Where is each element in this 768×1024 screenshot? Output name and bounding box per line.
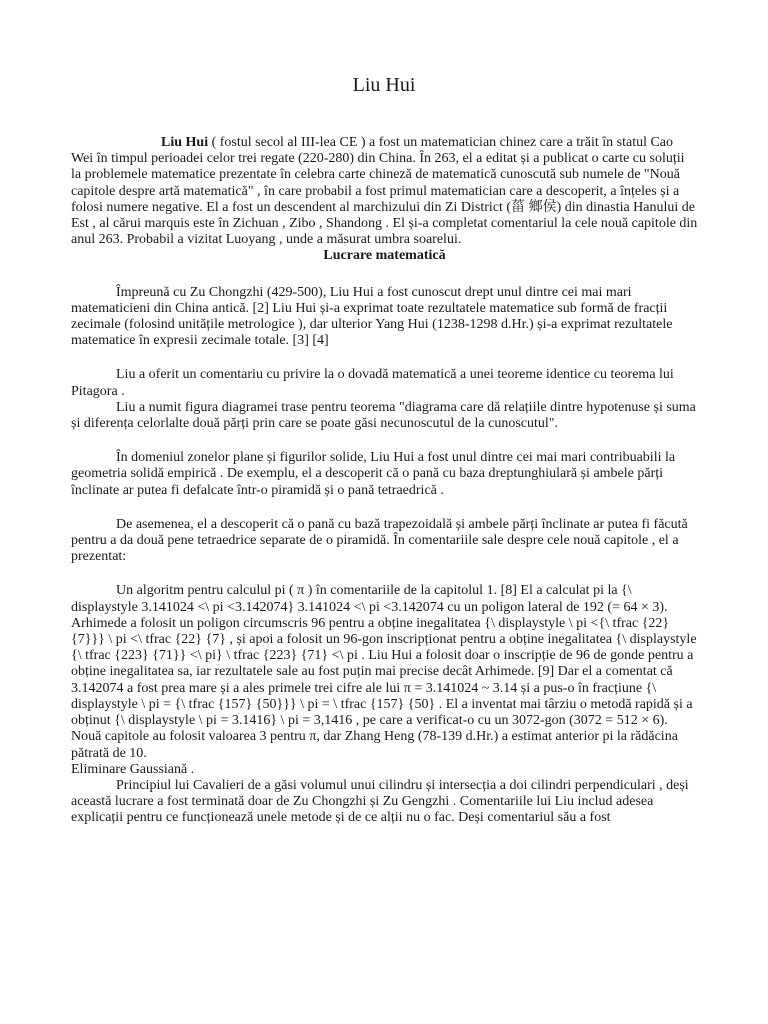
paragraph-diagram: Liu a numit figura diagramei trase pentru teorema "diagrama care dă relațiile dintre hypotenuse și suma și diferența celorlalte două părți prin care se poate găsi necunoscutul de la cunoscutul". [71,399,696,432]
page-title: Liu Hui [352,74,416,96]
paragraph-gaussian: Eliminare Gaussiană . [71,761,195,777]
paragraph-solid-geometry: În domeniul zonelor plane și figurilor solide, Liu Hui a fost unul dintre cei mai mari contribuabili la geometria solidă empirică . De exemplu, el a descoperit că o pană cu baza dreptunghiulară și ambele părți înclinate ar putea fi defalcate într-o piramidă și o pană tetraedrică . [71,450,676,498]
paragraph-trapezoid: De asemenea, el a descoperit că o pană cu bază trapezoidală și ambele părți înclinate ar putea fi făcută pentru a da două pene tetraedrice separate de o piramidă. În comentariile sale despre cele nouă capitole , el a prezentat: [71,516,688,565]
section-heading: Lucrare matematică [323,248,446,264]
paragraph-pi-algorithm: Un algoritm pentru calculul pi ( π ) în comentariile de la capitolul 1. [8] El a calculat pi la {\ displaystyle 3.141024 <\ pi <3.142074} 3.141024 <\ pi <3.142074 cu un poligon lateral de 192 (= 64 × 3). Arhimede a folosit un poligon circumscris 96 pentru a obține inegalitatea {\ displaystyle \ pi <{\ tfrac {22} {7}}} \ pi <\ tfrac {22} {7} , și apoi a folosit un 96-gon inscripționat pentru a obține inegalitatea {\ displaystyle {\ tfrac {223} {71}} <\ pi} \ tfrac {223} {71} <\ pi . Liu Hui a folosit doar o inscripție de 96 de gonde pentru a obține inegalitatea sa, iar rezultatele sale au fost puțin mai precise decât Arhimede. [9] Dar el a comentat că 3.142074 a fost prea mare și a ales primele trei cifre ale lui π = 3.141024 ~ 3.14 și a pus-o în fracțiune {\ displaystyle \ pi = {\ tfrac {157} {50}}} \ pi = \ tfrac {157} {50} . El a inventat mai târziu o metodă rapidă și a obținut {\ displaystyle \ pi = 3.1416} \ pi = 3,1416 , pe care a verificat-o cu un 3072-gon (3072 = 512 × 6). Nouă capitole au folosit valoarea 3 pentru π, dar Zhang Heng (78-139 d.Hr.) a estimat anterior pi la rădăcina pătrată de 10. [71,583,697,761]
intro-text: ( fostul secol al III-lea CE ) a fost un matematician chinez care a trăit în statul Cao Wei în timpul perioadei celor trei regate (220-280) din China. În 263, el a editat și a publicat o carte cu soluții la problemele matematice prezentate în celebra carte chineză de matematică cunoscută sub numele de "Nouă capitole despre artă matematică" , în care probabil a fost primul matematician care a descoperit, a înțeles și a folosi numere negative. El a fost un descendent al marchizului din Zi District (菑 鄉侯) din dinastia Hanului de Est , al cărui marquis este în Zichuan , Zibo , Shandong . El și-a completat comentariul la cele nouă capitole din anul 263. Probabil a vizitat Luoyang , unde a măsurat umbra soarelui. [71,135,698,248]
intro-name: Liu Hui [161,135,209,150]
document-body [71,135,698,827]
intro-paragraph [71,135,698,248]
paragraph-zu-chongzhi: Împreună cu Zu Chongzhi (429-500), Liu Hui a fost cunoscut drept unul dintre cei mai mari matematicieni din China antică. [2] Liu Hui și-a exprimat toate rezultatele matematice sub formă de fracții zecimale (folosind unitățile metrologice ), dar ulterior Yang Hui (1238-1298 d.Hr.) și-a exprimat rezultatele matematice în expresii zecimale totale. [3] [4] [71,284,673,349]
paragraph-cavalieri: Principiul lui Cavalieri de a găsi volumul unui cilindru și intersecția a doi cilindri perpendiculari , deși această lucrare a fost terminată doar de Zu Chongzhi și Zu Gengzhi . Comentariile lui Liu includ adesea explicații pentru ce funcționează unele metode și de ce alții nu o fac. Deși comentariul său a fost [71,777,689,826]
paragraph-pythagoras: Liu a oferit un comentariu cu privire la o dovadă matematică a unei teoreme identice cu teorema lui Pitagora . [71,367,674,399]
